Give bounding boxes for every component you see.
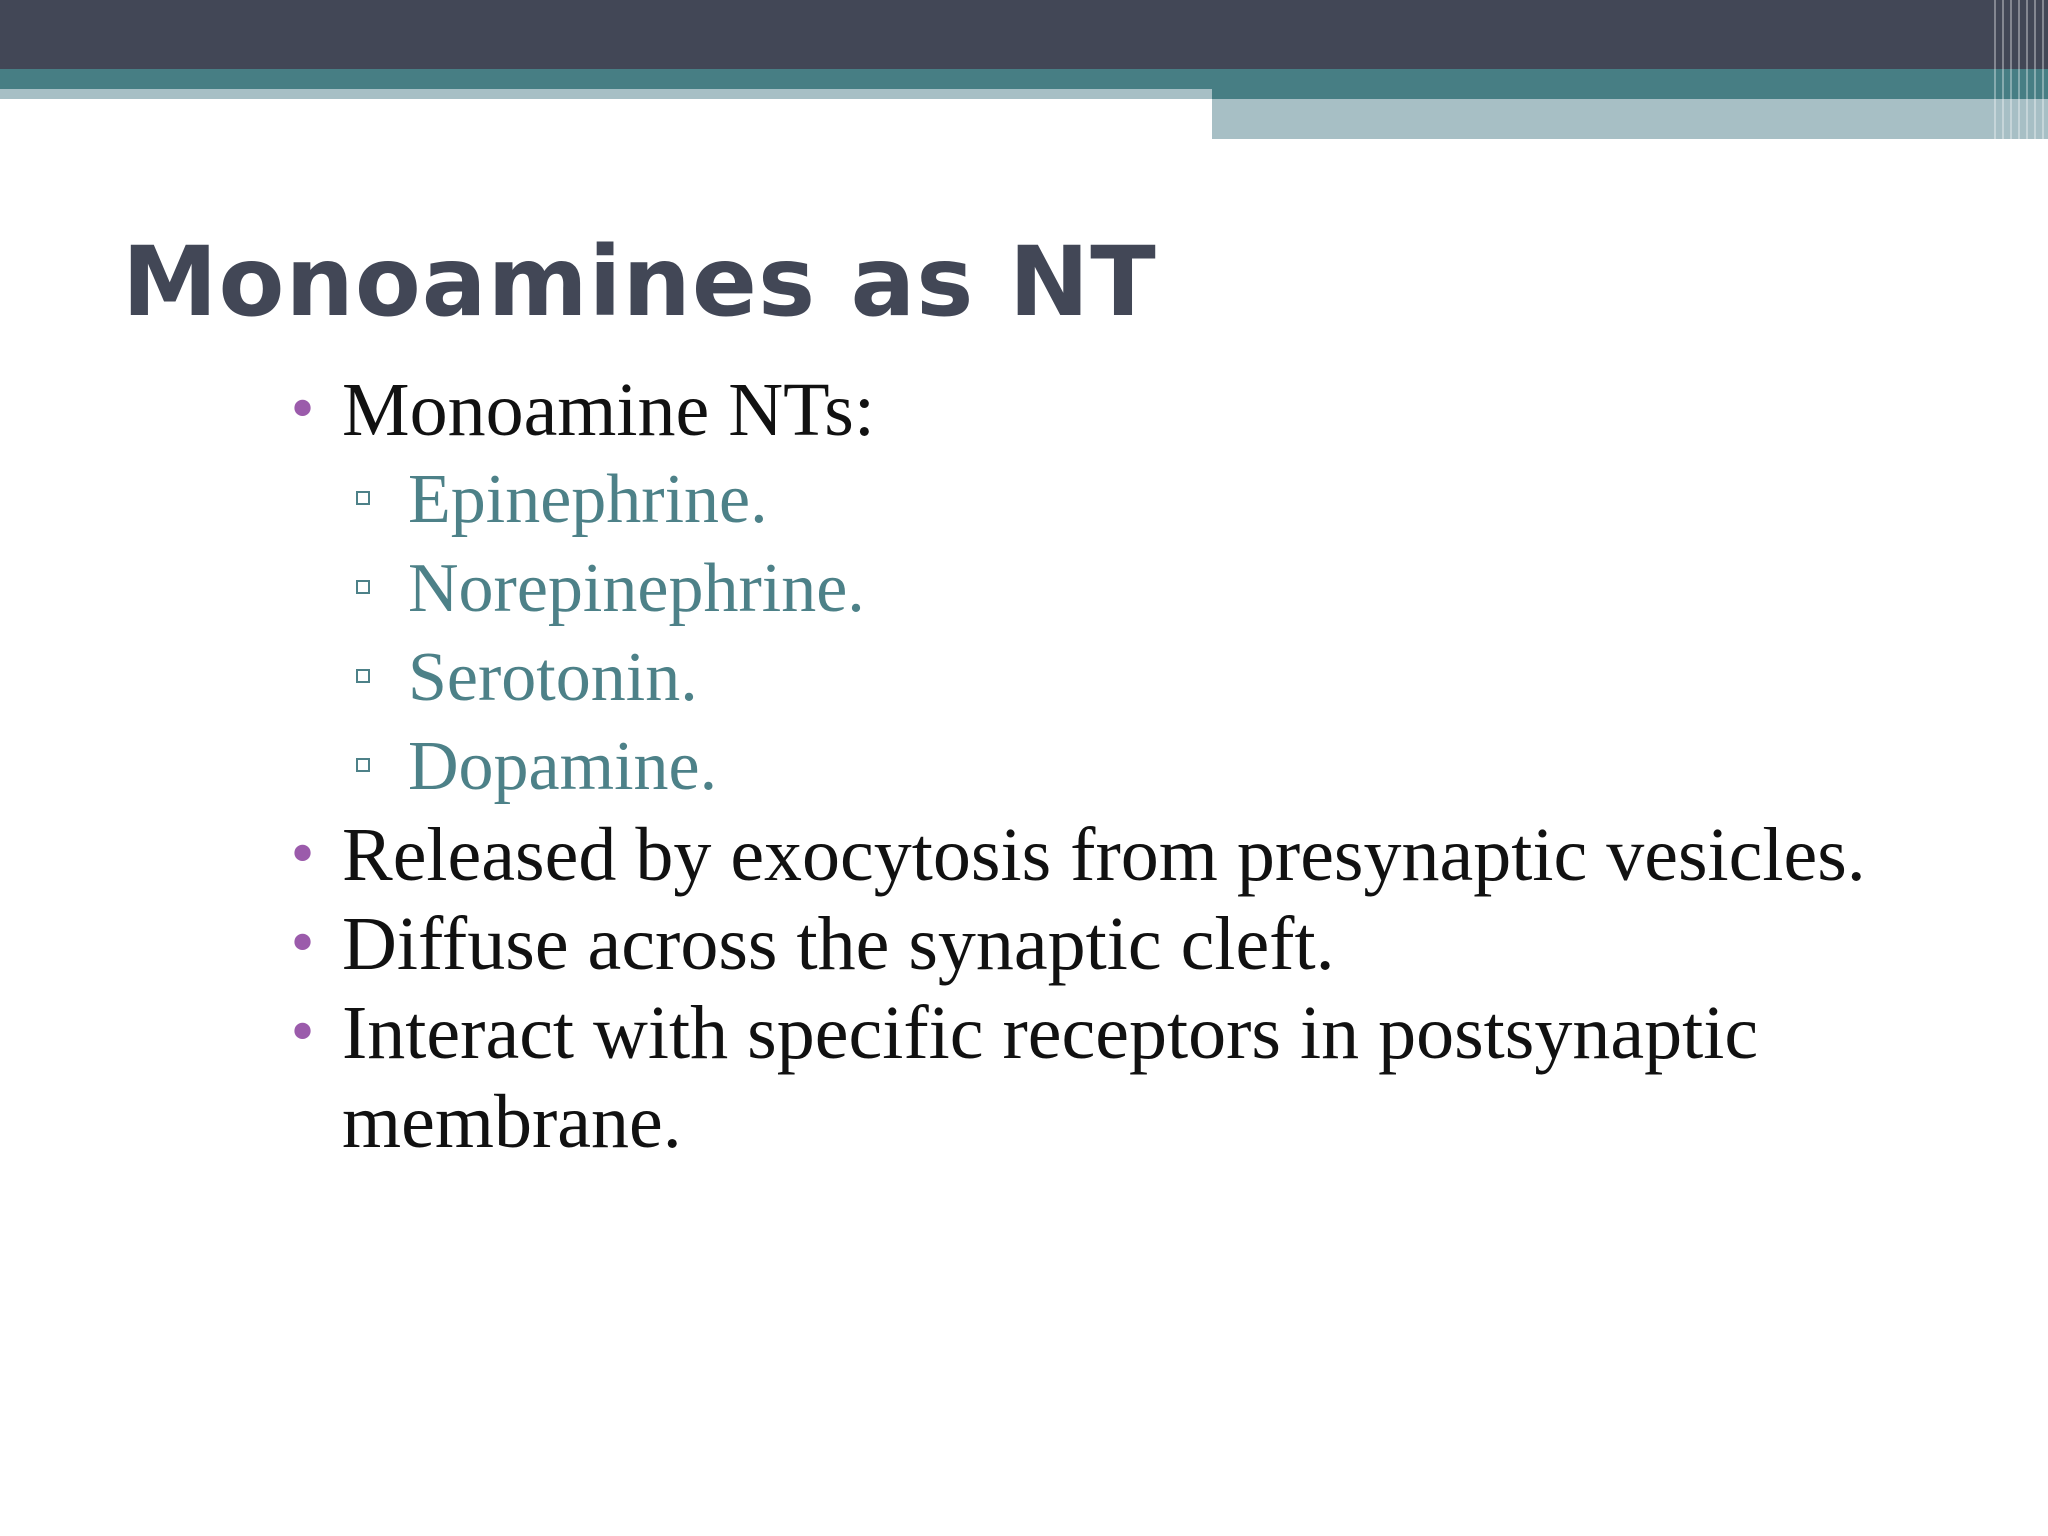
- subitem-text: Epinephrine.: [408, 461, 768, 538]
- header-band-teal: [0, 69, 2048, 89]
- header-stripes: [1988, 0, 2048, 139]
- bullet-text: Interact with specific receptors in postsynaptic membrane.: [342, 991, 1759, 1164]
- bullet-dot-icon: •: [286, 378, 320, 443]
- square-bullet-icon: [356, 669, 370, 683]
- bullet-item: [280, 366, 1980, 455]
- bullet-text: Diffuse across the synaptic cleft.: [342, 902, 1335, 986]
- subitem-text: Serotonin.: [408, 639, 698, 716]
- bullet-text: Monoamine NTs:: [342, 368, 875, 452]
- square-bullet-icon: [356, 580, 370, 594]
- bullet-item: [280, 989, 1980, 1167]
- bullet-item: [280, 900, 1980, 989]
- subitem-text: Norepinephrine.: [408, 550, 865, 627]
- bullet-dot-icon: •: [286, 823, 320, 888]
- subitem: [280, 544, 1980, 633]
- subitem: [280, 722, 1980, 811]
- square-bullet-icon: [356, 758, 370, 772]
- header-band-light-right: [1212, 99, 2048, 139]
- slide-title: Monoamines as NT: [122, 226, 1157, 338]
- subitem: [280, 455, 1980, 544]
- bullet-text: Released by exocytosis from presynaptic vesicles.: [342, 813, 1866, 897]
- bullet-dot-icon: •: [286, 912, 320, 977]
- slide-content: [280, 366, 1980, 1167]
- square-bullet-icon: [356, 491, 370, 505]
- subitem: [280, 633, 1980, 722]
- bullet-dot-icon: •: [286, 1001, 320, 1066]
- bullet-item: [280, 811, 1980, 900]
- subitem-text: Dopamine.: [408, 728, 718, 805]
- header-band-light-left: [0, 89, 1212, 99]
- header-band-teal-right: [1212, 89, 2048, 99]
- header-band-dark: [0, 0, 2048, 69]
